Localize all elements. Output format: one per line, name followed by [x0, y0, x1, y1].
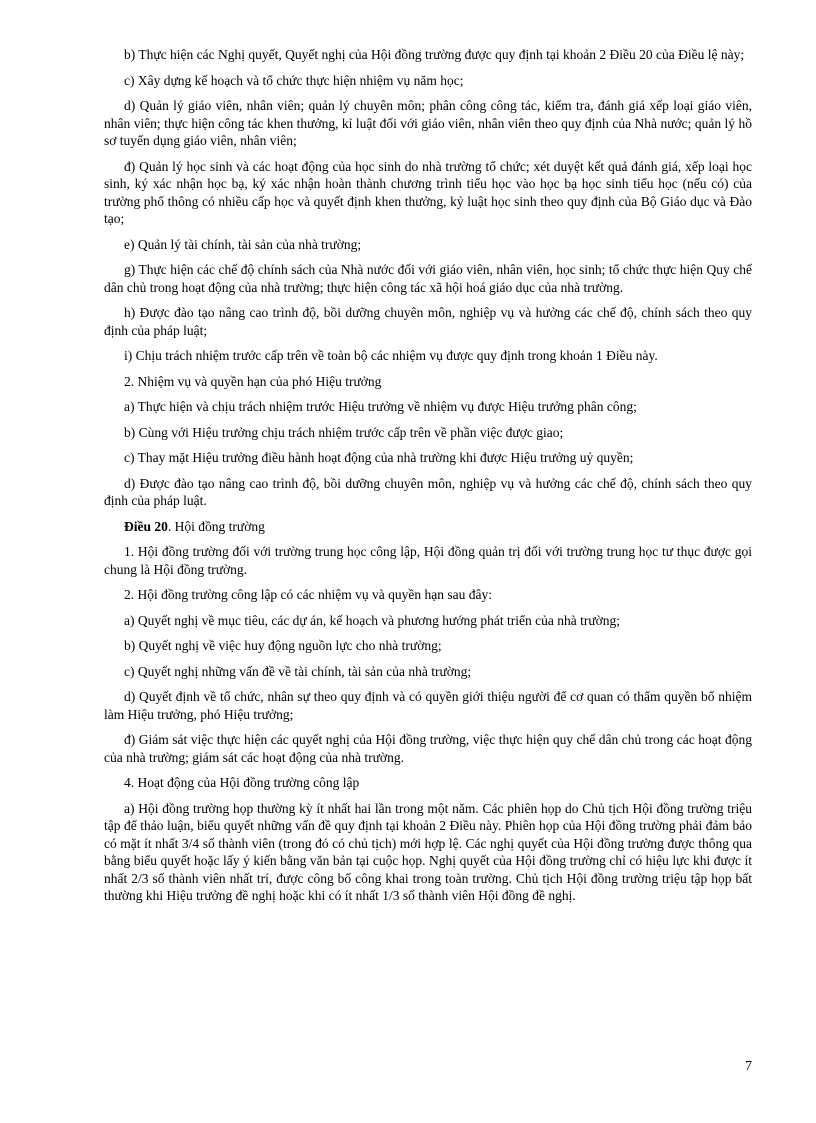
- document-body: [104, 46, 752, 913]
- paragraph: b) Thực hiện các Nghị quyết, Quyết nghị của Hội đồng trường được quy định tại khoản 2 Điều 20 của Điều lệ này;: [124, 47, 745, 62]
- paragraph: 1. Hội đồng trường đối với trường trung học công lập, Hội đồng quản trị đối với trường trung học tư thục được gọi chung là Hội đồng trường.: [104, 544, 752, 577]
- page-number: 7: [745, 1059, 752, 1074]
- section-heading: 4. Hoạt động của Hội đồng trường công lập: [124, 775, 360, 790]
- article-title: . Hội đồng trường: [167, 518, 265, 534]
- paragraph: 2. Hội đồng trường công lập có các nhiệm vụ và quyền hạn sau đây:: [124, 587, 492, 602]
- paragraph: c) Quyết nghị những vấn đề về tài chính, tài sản của nhà trường;: [124, 663, 472, 679]
- paragraph: c) Xây dựng kế hoạch và tổ chức thực hiện nhiệm vụ năm học;: [124, 72, 464, 88]
- paragraph: d) Được đào tạo nâng cao trình độ, bồi dưỡng chuyên môn, nghiệp vụ và hưởng các chế độ, chính sách theo quy định của pháp luật.: [104, 475, 752, 508]
- paragraph: a) Thực hiện và chịu trách nhiệm trước Hiệu trưởng về nhiệm vụ được Hiệu trưởng phân công;: [124, 399, 637, 414]
- paragraph: d) Quản lý giáo viên, nhân viên; quản lý chuyên môn; phân công công tác, kiểm tra, đánh giá xếp loại giáo viên, nhân viên; thực hiện công tác khen thưởng, kỉ luật đối với giáo viên, nhân viên theo quy định của Nhà nước; quản lý hồ sơ tuyển dụng giáo viên, nhân viên;: [104, 98, 752, 148]
- paragraph: đ) Giám sát việc thực hiện các quyết nghị của Hội đồng trường, việc thực hiện quy chế dân chủ trong các hoạt động của nhà trường; giám sát các hoạt động của nhà trường.: [104, 732, 752, 765]
- paragraph: b) Quyết nghị về việc huy động nguồn lực cho nhà trường;: [124, 638, 442, 653]
- paragraph: a) Hội đồng trường họp thường kỳ ít nhất hai lần trong một năm. Các phiên họp do Chủ tịch Hội đồng trường triệu tập để thảo luận, biểu quyết những vấn đề quy định tại khoản 2 Điều này. Phiên họp của Hội đồng trường phải đảm bảo có mặt ít nhất 3/4 số thành viên (trong đó có chủ tịch) mới hợp lệ. Các nghị quyết của Hội đồng trường được thông qua bằng biểu quyết hoặc lấy ý kiến bằng văn bản tại cuộc họp. Nghị quyết của Hội đồng trường chỉ có hiệu lực khi được ít nhất 2/3 số thành viên nhất trí, được công bố công khai trong toàn trường. Chủ tịch Hội đồng trường triệu tập họp bất thường khi Hiệu trưởng đề nghị hoặc khi có ít nhất 1/3 số thành viên Hội đồng đề nghị.: [104, 800, 752, 903]
- paragraph: đ) Quản lý học sinh và các hoạt động của học sinh do nhà trường tổ chức; xét duyệt kết quả đánh giá, xếp loại học sinh, ký xác nhận học bạ, ký xác nhận hoàn thành chương trình tiểu học vào học bạ học sinh tiểu học (nếu có) của trường phổ thông có nhiều cấp học và quyết định khen thưởng, kỷ luật học sinh theo quy định của Bộ Giáo dục và Đào tạo;: [104, 158, 752, 226]
- paragraph: c) Thay mặt Hiệu trưởng điều hành hoạt động của nhà trường khi được Hiệu trưởng uỷ quyền;: [124, 450, 634, 465]
- article-label: Điều 20: [124, 518, 168, 534]
- paragraph: a) Quyết nghị về mục tiêu, các dự án, kế hoạch và phương hướng phát triển của nhà trường;: [124, 612, 621, 628]
- paragraph: g) Thực hiện các chế độ chính sách của Nhà nước đối với giáo viên, nhân viên, học sinh; tổ chức thực hiện Quy chế dân chủ trong hoạt động của nhà trường; thực hiện công tác xã hội hoá giáo dục của nhà trường.: [104, 262, 752, 295]
- article-heading: [104, 518, 752, 536]
- paragraph: e) Quản lý tài chính, tài sản của nhà trường;: [124, 236, 362, 252]
- paragraph: d) Quyết định về tổ chức, nhân sự theo quy định và có quyền giới thiệu người để cơ quan có thẩm quyền bổ nhiệm làm Hiệu trưởng, phó Hiệu trưởng;: [104, 689, 752, 722]
- paragraph: i) Chịu trách nhiệm trước cấp trên về toàn bộ các nhiệm vụ được quy định trong khoản 1 Điều này.: [124, 348, 658, 363]
- section-heading: 2. Nhiệm vụ và quyền hạn của phó Hiệu trưởng: [124, 373, 382, 389]
- paragraph: h) Được đào tạo nâng cao trình độ, bồi dưỡng chuyên môn, nghiệp vụ và hưởng các chế độ, chính sách theo quy định của pháp luật;: [104, 305, 752, 338]
- paragraph: b) Cùng với Hiệu trưởng chịu trách nhiệm trước cấp trên về phần việc được giao;: [124, 424, 564, 440]
